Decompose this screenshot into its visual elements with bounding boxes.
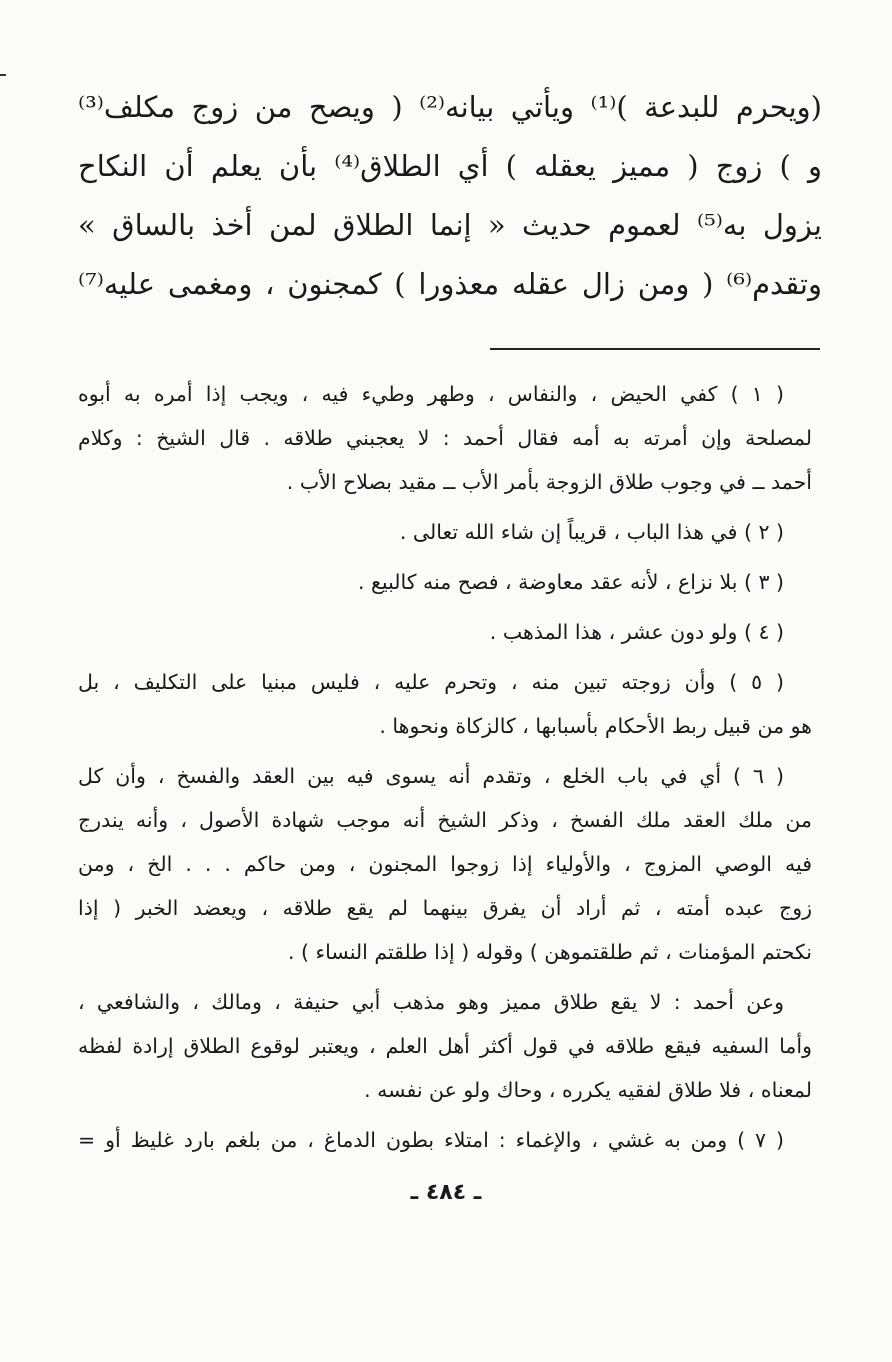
footnote-line: ( ٢ ) في هذا الباب ، قريباً إن شاء الله تعالى . [399, 520, 784, 544]
footnote-line: فيه الوصي المزوج ، والأولياء إذا زوجوا المجنون ، ومن حاكم . . . الخ ، ومن [78, 852, 812, 876]
footnote-line: من ملك العقد ملك الفسخ ، وذكر الشيخ أنه موجب شهادة الأصول ، وأنه يندرج [78, 808, 812, 832]
footnote-line: وعن أحمد : لا يقع طلاق مميز وهو مذهب أبي حنيفة ، ومالك ، والشافعي ، [78, 990, 784, 1014]
footnote-line: هو من قبيل ربط الأحكام بأسبابها ، كالزكاة ونحوها . [379, 714, 812, 738]
main-text-line: وتقدم⁽⁶⁾ ( ومن زال عقله معذورا ) كمجنون ، ومغمى عليه⁽⁷⁾ [78, 267, 822, 301]
main-text-line: (ويحرم للبدعة )⁽¹⁾ ويأتي بيانه⁽²⁾ ( ويصح من زوج مكلف⁽³⁾ [78, 90, 822, 124]
footnote-6-continued [78, 980, 812, 1112]
main-text-line: و ) زوج ( مميز يعقله ) أي الطلاق⁽⁴⁾ بأن يعلم أن النكاح [78, 149, 823, 183]
main-text-line: يزول به⁽⁵⁾ لعموم حديث « إنما الطلاق لمن أخذ بالساق » [78, 208, 822, 242]
footnote-line: ( ١ ) كفي الحيض ، والنفاس ، وطهر وطيء فيه ، ويجب إذا أمره به أبوه [78, 382, 784, 406]
footnote-3 [78, 560, 812, 604]
footnote-line: زوج عبده أمته ، ثم أراد أن يفرق بينهما لم يقع طلاقه ، ويعضد الخبر ( إذا [78, 896, 812, 920]
footnote-line: ( ٧ ) ومن به غشي ، والإغماء : امتلاء بطون الدماغ ، من بلغم بارد غليظ أو = [78, 1128, 785, 1152]
main-text [78, 78, 822, 314]
footnote-line: ( ٣ ) بلا نزاع ، لأنه عقد معاوضة ، فصح منه كالبيع . [357, 570, 784, 594]
footnote-2 [78, 510, 812, 554]
footnote-5 [78, 660, 812, 748]
footnote-line: وأما السفيه فيقع طلاقه في قول أكثر أهل العلم ، ويعتبر لوقوع الطلاق إرادة لفظه [78, 1034, 812, 1058]
footnote-line: نكحتم المؤمنات ، ثم طلقتموهن ) وقوله ( إذا طلقتم النساء ) . [287, 940, 812, 964]
footnote-line: ( ٦ ) أي في باب الخلع ، وتقدم أنه يسوى فيه بين العقد والفسخ ، وأن كل [78, 764, 784, 788]
footnote-6 [78, 754, 812, 974]
page-number: ـ ٤٨٤ ـ [410, 1180, 482, 1205]
footnote-line: أحمد ــ في وجوب طلاق الزوجة بأمر الأب ــ مقيد بصلاح الأب . [286, 470, 812, 494]
footnote-line: ( ٥ ) وأن زوجته تبين منه ، وتحرم عليه ، فليس مبنيا على التكليف ، بل [78, 670, 784, 694]
footnotes [78, 372, 812, 1168]
footnote-line: لمعناه ، فلا طلاق لفقيه يكرره ، وحاك ولو عن نفسه . [364, 1078, 812, 1102]
footnote-4 [78, 610, 812, 654]
footnote-1 [78, 372, 812, 504]
footnote-7 [78, 1118, 812, 1162]
footnote-line: لمصلحة وإن أمرته به أمه فقال أحمد : لا يعجبني طلاقه . قال الشيخ : وكلام [78, 426, 812, 450]
margin-mark [0, 74, 6, 76]
footnote-divider [490, 348, 820, 350]
footnote-line: ( ٤ ) ولو دون عشر ، هذا المذهب . [489, 620, 784, 644]
